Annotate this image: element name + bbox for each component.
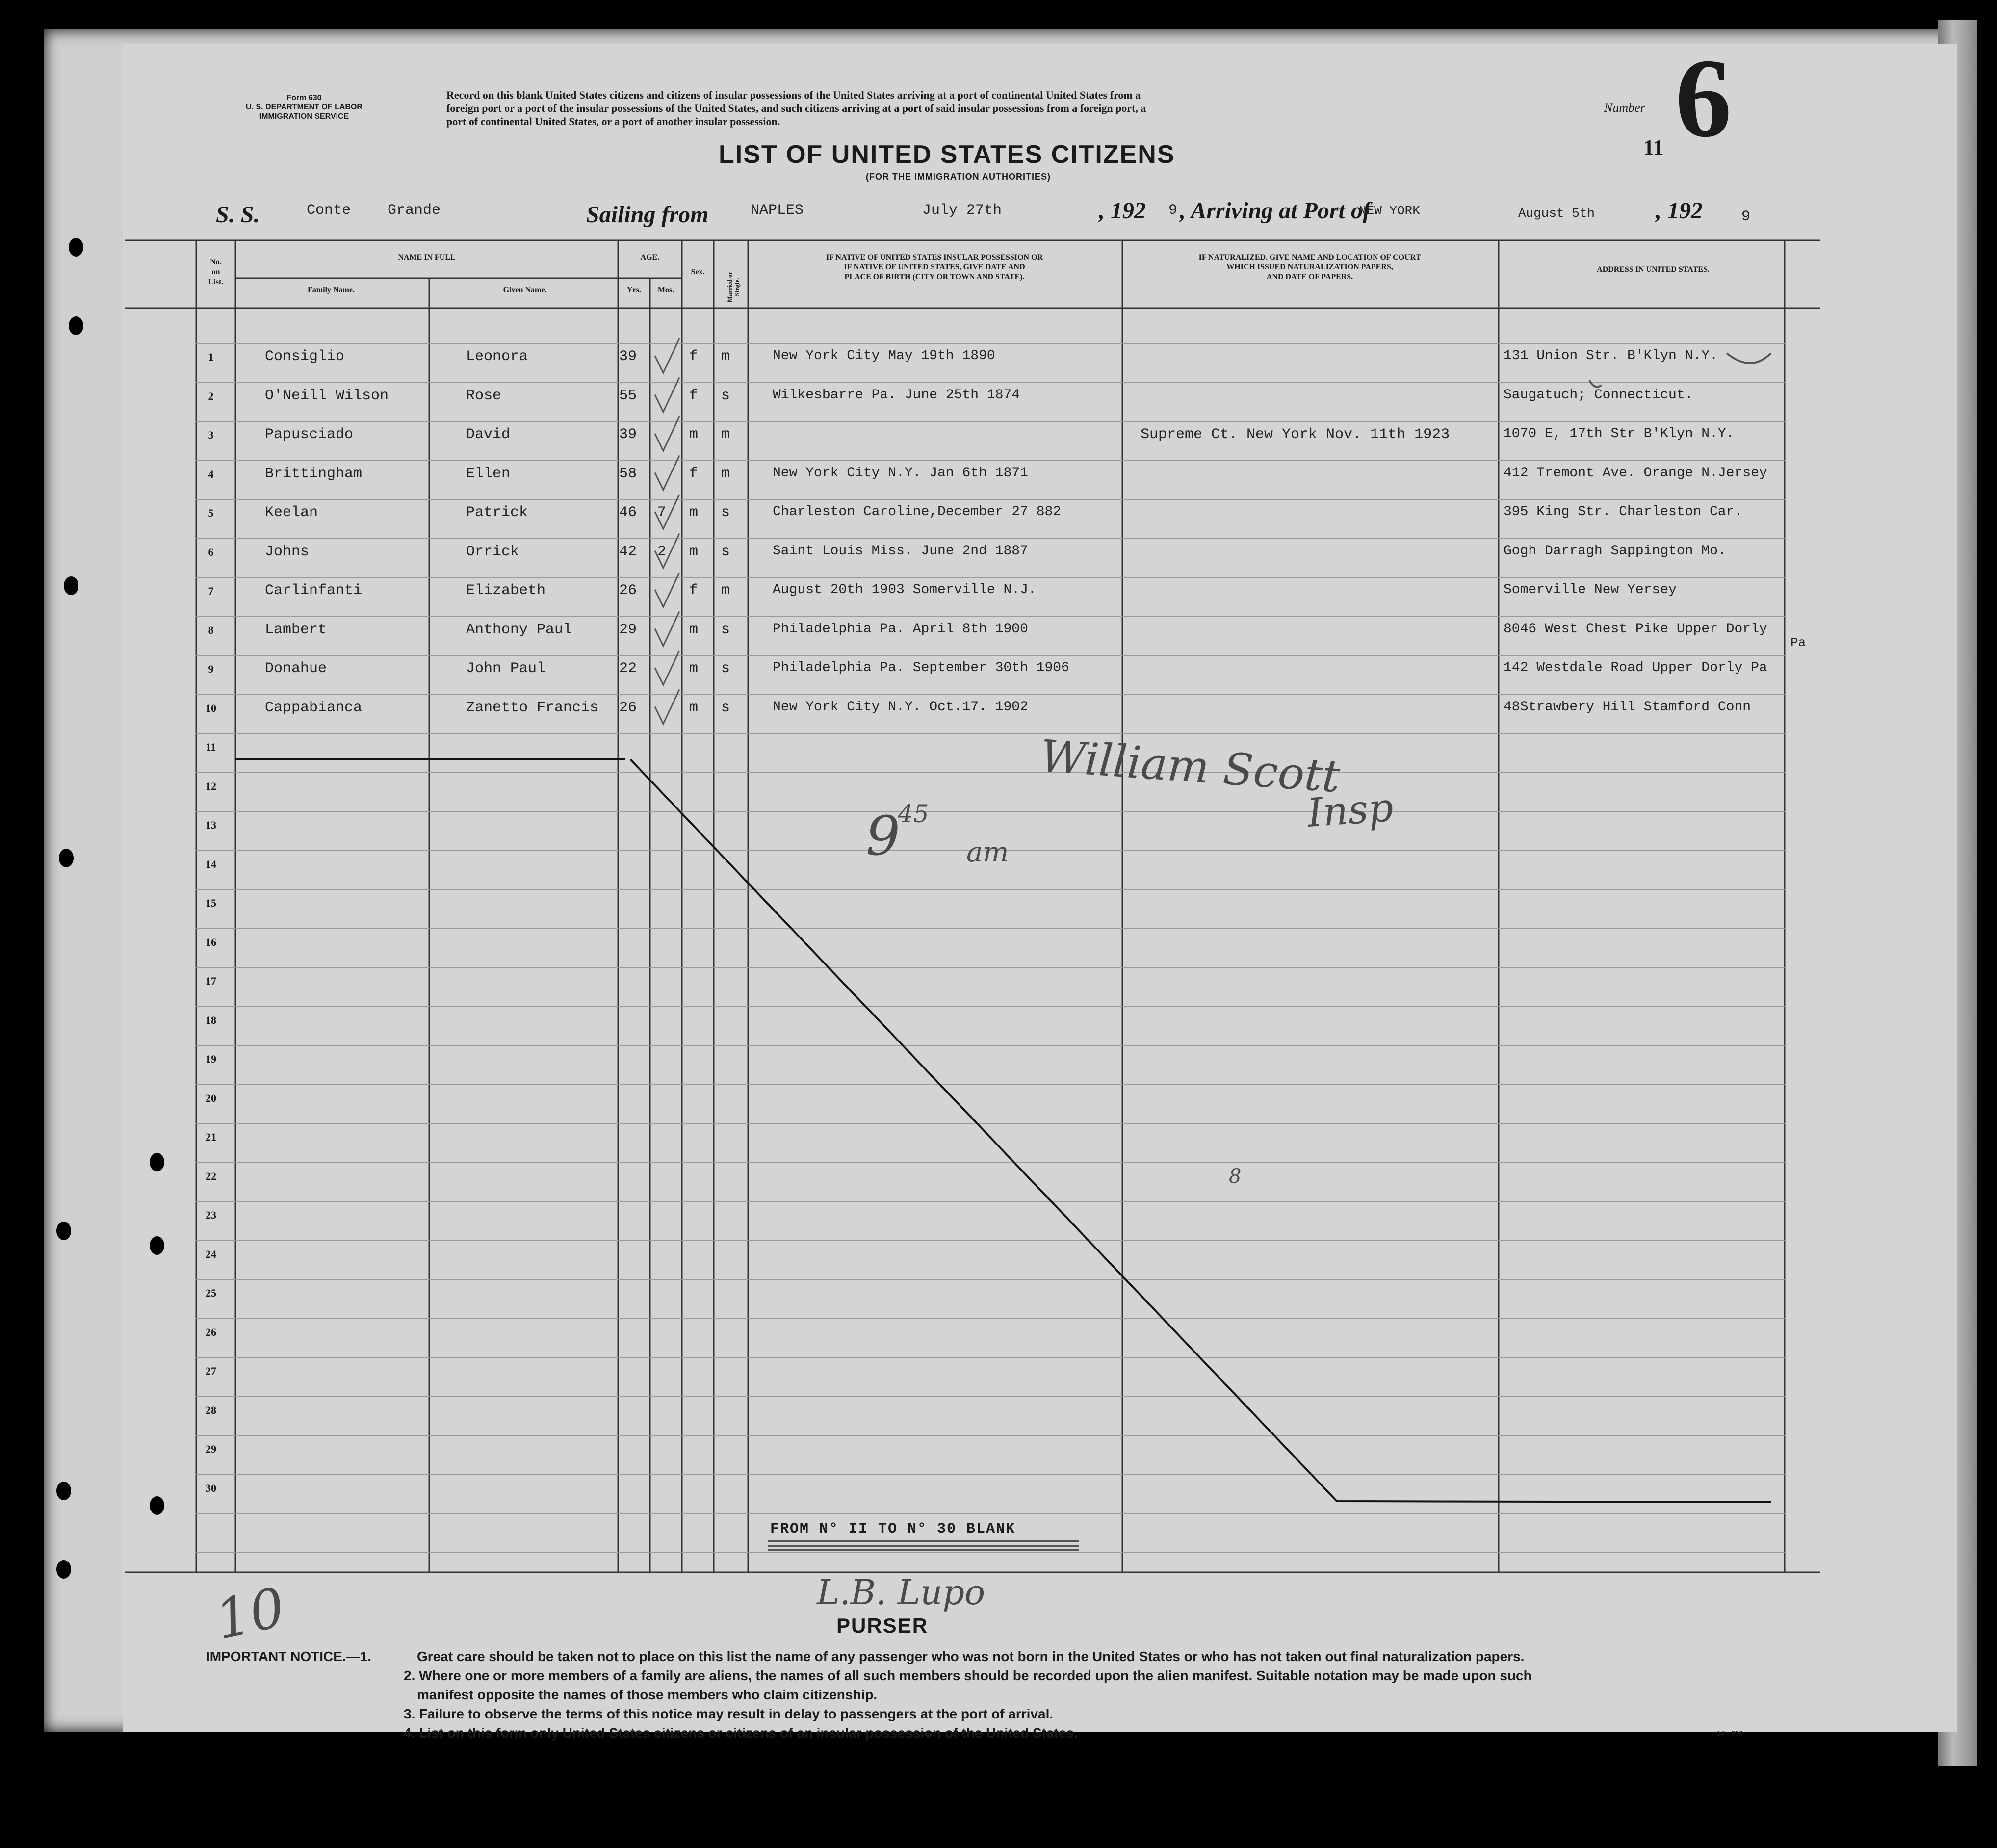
given-name: Elizabeth [466,582,546,599]
row-number: 22 [206,1170,216,1182]
col-address-header: ADDRESS IN UNITED STATES. [1597,265,1710,274]
family-name: Brittingham [265,465,363,482]
notice-item: 4. List on this form only United States citizens or citizens of an insular possession of the United States. [404,1725,1078,1741]
arriving-label: , Arriving at Port of [1180,198,1371,224]
row-number: 18 [206,1014,216,1026]
col-mos-header: Mos. [657,286,674,294]
notice-item: Great care should be taken not to place on this list the name of any passenger who was not born in the United States or who has not taken out final naturalization papers. [417,1649,1525,1664]
handwritten-am: am [966,836,1009,868]
address: Somerville New Yersey [1504,582,1677,598]
family-name: Donahue [265,660,327,677]
ship-name-part: Conte [307,202,351,219]
row-number: 23 [206,1209,216,1221]
row-number: 9 [208,663,214,675]
arrival-port: NEW YORK [1359,204,1420,218]
sex: m [689,543,699,560]
marital-status: s [721,699,730,716]
year-suffix: 9 [1741,208,1751,225]
col-age-header: AGE. [640,253,660,261]
form-number: Form 630 [286,94,322,102]
address: Gogh Darragh Sappington Mo. [1504,543,1726,559]
row-number: 8 [208,624,214,636]
purser-signature: L.B. Lupo [817,1572,986,1613]
sex: m [689,699,699,716]
sex: f [689,582,699,599]
row-number: 10 [206,702,216,714]
row-number: 20 [206,1092,216,1104]
col-name-header: NAME IN FULL [398,253,456,261]
age-years: 39 [619,426,637,443]
birth-place-date: Saint Louis Miss. June 2nd 1887 [773,543,1028,559]
sailing-port: NAPLES [751,202,804,219]
inspector-signature: William Scott [1038,730,1342,803]
year-suffix: 9 [1168,202,1178,219]
notice-item: 3. Failure to observe the terms of this notice may result in delay to passengers at the port of arrival. [404,1706,1054,1721]
hdr-line: WHICH ISSUED NATURALIZATION PAPERS, [1226,263,1393,271]
address: 48Strawbery Hill Stamford Conn [1504,699,1751,715]
birth-place-date: Philadelphia Pa. April 8th 1900 [773,621,1028,637]
birth-place-date: New York City May 19th 1890 [773,348,995,364]
marital-status: s [721,504,730,521]
hdr-line: IF NATIVE OF UNITED STATES INSULAR POSSESSION OR [826,253,1043,261]
row-number: 4 [208,468,214,480]
form-subtitle: (FOR THE IMMIGRATION AUTHORITIES) [866,172,1051,182]
record-line: Record on this blank United States citizens and citizens of insular possessions of the United States arriving at a port of continental United States from a [446,89,1141,101]
given-name: Anthony Paul [466,621,572,638]
birth-place-date: Charleston Caroline,December 27 882 [773,504,1062,520]
sex: f [689,387,699,404]
age-years: 26 [619,582,637,599]
footer-code: 14—808 [1717,1729,1743,1737]
row-number: 1 [208,351,214,363]
given-name: Patrick [466,504,528,521]
row-number: 11 [206,741,216,753]
age-years: 22 [619,660,637,677]
sex: m [689,504,699,521]
row-number: 7 [208,585,214,597]
naturalization: Supreme Ct. New York Nov. 11th 1923 [1141,426,1450,443]
marital-status: s [721,387,730,404]
passenger-count: 10 [210,1575,290,1652]
sex: m [689,660,699,677]
record-line: foreign port or a port of the insular possessions of the United States, and such citizens arriving at a port of said insular possessions from a foreign port, a [446,102,1146,114]
birth-place-date: Wilkesbarre Pa. June 25th 1874 [773,387,1020,403]
marital-status: s [721,621,730,638]
row-number: 5 [208,507,214,519]
address: 8046 West Chest Pike Upper Dorly [1504,621,1767,637]
family-name: Consiglio [265,348,345,365]
address-overflow: Pa [1790,635,1806,650]
family-name: Papusciado [265,426,354,443]
year-prefix: , 192 [1099,198,1146,224]
given-name: Zanetto Francis [466,699,599,716]
number-label: Number [1604,101,1645,115]
age-years: 42 [619,543,637,560]
age-years: 58 [619,465,637,482]
service: IMMIGRATION SERVICE [259,112,349,121]
hdr-line: IF NATURALIZED, GIVE NAME AND LOCATION OF COURT [1198,253,1421,261]
sailing-date: July 27th [922,202,1002,219]
row-number: 17 [206,975,216,987]
col-given-header: Given Name. [503,286,547,294]
sex: f [689,465,699,482]
address: Saugatuch; Connecticut. [1504,387,1693,403]
address: 395 King Str. Charleston Car. [1504,504,1743,520]
hdr-line: on [211,268,220,276]
row-number: 26 [206,1326,216,1338]
hdr-line: No. [210,258,222,266]
row-number: 16 [206,936,216,948]
address: 131 Union Str. B'Klyn N.Y. [1504,348,1718,364]
row-number: 12 [206,780,216,792]
given-name: David [466,426,511,443]
row-number: 15 [206,897,216,909]
marital-status: m [721,582,730,599]
ship-name-part: Grande [388,202,441,219]
age-years: 39 [619,348,637,365]
row-number: 25 [206,1287,216,1299]
row-number: 24 [206,1248,216,1260]
row-number: 6 [208,546,214,558]
row-number: 13 [206,819,216,831]
handwritten-time: 9 [866,805,900,867]
family-name: Johns [265,543,310,560]
row-number: 28 [206,1404,216,1416]
purser-label: PURSER [836,1614,929,1637]
row-number: 14 [206,858,216,870]
address: 412 Tremont Ave. Orange N.Jersey [1504,465,1767,481]
age-months: 7 [657,504,667,521]
col-family-header: Family Name. [308,286,355,294]
family-name: Keelan [265,504,318,521]
sheet-number: 11 [1643,135,1664,159]
marital-status: m [721,348,730,365]
age-years: 55 [619,387,637,404]
age-years: 26 [619,699,637,716]
age-months: 2 [657,543,667,560]
blank-note: FROM N° II TO N° 30 BLANK [770,1521,1016,1537]
row-number: 30 [206,1482,216,1494]
marital-status: s [721,660,730,677]
hdr-line: IF NATIVE OF UNITED STATES, GIVE DATE AND [844,263,1025,271]
handwritten-time-minutes: 45 [898,800,929,828]
ss-label: S. S. [216,202,260,228]
given-name: Rose [466,387,502,404]
marital-status: m [721,426,730,443]
notice-item: 2. Where one or more members of a family are aliens, the names of all such members should be recorded upon the alien manifest. Suitable notation may be made upon such [404,1668,1532,1683]
birth-place-date: New York City N.Y. Jan 6th 1871 [773,465,1028,481]
birth-place-date: New York City N.Y. Oct.17. 1902 [773,699,1028,715]
handwritten-mark: 8 [1229,1165,1242,1188]
sex: f [689,348,699,365]
row-number: 3 [208,429,214,441]
sailing-label: Sailing from [586,202,709,228]
marital-status: m [721,465,730,482]
row-number: 29 [206,1443,216,1455]
hdr-line: List. [208,278,224,286]
family-name: O'Neill Wilson [265,387,389,404]
family-name: Cappabianca [265,699,363,716]
row-number: 19 [206,1053,216,1065]
year-prefix: , 192 [1656,198,1703,224]
given-name: Orrick [466,543,519,560]
given-name: John Paul [466,660,546,677]
marital-status: s [721,543,730,560]
col-married-header: Married or Single. [726,271,741,303]
row-number: 21 [206,1131,216,1143]
birth-place-date: August 20th 1903 Somerville N.J. [773,582,1037,598]
birth-place-date: Philadelphia Pa. September 30th 1906 [773,660,1069,676]
form-title: LIST OF UNITED STATES CITIZENS [719,140,1175,169]
notice-item: manifest opposite the names of those members who claim citizenship. [417,1687,878,1702]
given-name: Ellen [466,465,511,482]
sex: m [689,621,699,638]
list-number: 6 [1675,35,1732,160]
department: U. S. DEPARTMENT OF LABOR [246,103,363,111]
age-years: 46 [619,504,637,521]
hdr-line: PLACE OF BIRTH (CITY OR TOWN AND STATE). [844,273,1025,281]
row-number: 27 [206,1365,216,1377]
hdr-line: AND DATE OF PAPERS. [1266,273,1353,281]
col-yrs-header: Yrs. [627,286,641,294]
notice-heading: IMPORTANT NOTICE.—1. [206,1649,372,1664]
age-years: 29 [619,621,637,638]
inspector-initials: Insp [1305,784,1395,836]
record-line: port of continental United States, or a port of another insular possession. [446,115,780,128]
address: 142 Westdale Road Upper Dorly Pa [1504,660,1767,676]
family-name: Carlinfanti [265,582,363,599]
arrival-date: August 5th [1518,206,1595,221]
col-sex-header: Sex. [691,268,705,276]
given-name: Leonora [466,348,528,365]
address: 1070 E, 17th Str B'Klyn N.Y. [1504,426,1735,442]
row-number: 2 [208,390,214,402]
family-name: Lambert [265,621,327,638]
sex: m [689,426,699,443]
